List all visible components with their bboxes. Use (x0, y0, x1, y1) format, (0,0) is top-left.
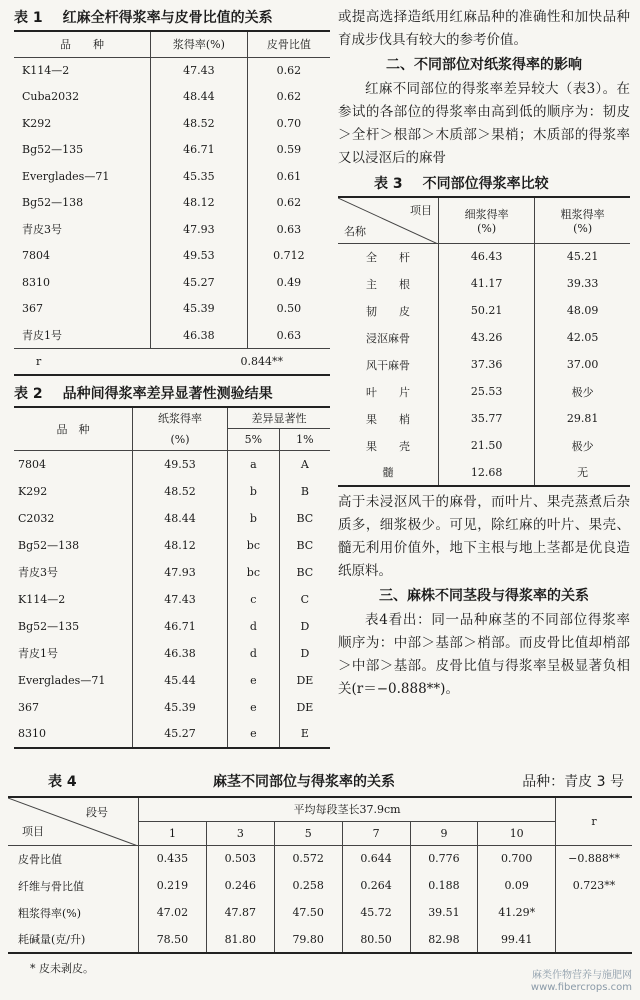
table4-value: 0.644 (342, 845, 410, 872)
table2-row (14, 721, 330, 748)
table4-row (8, 872, 632, 899)
table1-ratio: 0.50 (247, 296, 330, 323)
table4-value: 0.572 (274, 845, 342, 872)
table3-row (338, 351, 630, 378)
table1-variety: 367 (22, 302, 43, 316)
table1-variety: 8310 (22, 275, 50, 289)
table2-variety: 8310 (18, 727, 46, 740)
table3-diag-bottom: 名称 (344, 224, 366, 238)
table2-header-5: 5% (228, 429, 280, 451)
table1-number: 表 1 (14, 10, 43, 26)
table3-part: 全 杆 (366, 250, 410, 264)
table4-row (8, 926, 632, 953)
table2-row (14, 586, 330, 613)
table2-caption (14, 382, 330, 406)
table3-fine: 35.77 (439, 405, 535, 432)
table4-value: 0.776 (410, 845, 478, 872)
table1-row (14, 110, 330, 137)
table3-part: 主 根 (366, 277, 410, 291)
table1-yield: 46.38 (151, 322, 248, 349)
table3 (338, 196, 630, 487)
table3-diag-header (338, 197, 439, 243)
table3-fine: 46.43 (439, 243, 535, 270)
table3-row (338, 270, 630, 297)
table4-value: 0.435 (139, 845, 207, 872)
table4-value: 0.246 (206, 872, 274, 899)
table2-sig5: bc (228, 532, 280, 559)
table4-value: 82.98 (410, 926, 478, 953)
table3-coarse: 29.81 (535, 405, 630, 432)
table3-coarse: 48.09 (535, 297, 630, 324)
table3-coarse: 极少 (535, 378, 630, 405)
table2-variety: C2032 (18, 511, 55, 525)
table1-variety: 青皮3号 (22, 223, 62, 237)
table1-row (14, 216, 330, 243)
table4-value: 45.72 (342, 899, 410, 926)
table4-value: 41.29* (478, 899, 556, 926)
table2-sig1: DE (279, 667, 330, 694)
table4-r (556, 926, 633, 953)
table3-fine: 37.36 (439, 351, 535, 378)
table3-header-coarse-1: 粗浆得率 (560, 207, 605, 221)
table2-variety: Bg52—135 (18, 619, 80, 633)
table2-yield: 47.43 (133, 586, 228, 613)
right-column (338, 6, 630, 701)
table3-fine: 21.50 (439, 432, 535, 459)
table2-sig1: BC (279, 559, 330, 586)
table4-title: 麻茎不同部位与得浆率的关系 (213, 774, 395, 790)
table3-fine: 50.21 (439, 297, 535, 324)
table3-part: 风干麻骨 (366, 358, 410, 372)
table3-number: 表 3 (374, 176, 403, 192)
table4-span-header: 平均每段茎长37.9cm (139, 797, 556, 821)
table2-variety: 367 (18, 700, 39, 714)
table4-segment-header: 10 (478, 821, 556, 845)
table4-item: 纤维与骨比值 (18, 879, 84, 893)
table2-sig1: DE (279, 694, 330, 721)
table2-yield: 48.12 (133, 532, 228, 559)
table4-r (556, 899, 633, 926)
table1-row (14, 269, 330, 296)
table3-row (338, 405, 630, 432)
table4-row (8, 899, 632, 926)
table3-part: 果 壳 (366, 439, 410, 453)
table2-sig5: e (228, 721, 280, 748)
table1-yield: 45.27 (151, 269, 248, 296)
table2-header-1: 1% (279, 429, 330, 451)
table3-row (338, 459, 630, 486)
table4-r-header: r (556, 797, 633, 845)
table4-diag-header (8, 797, 139, 845)
table2-header-yield-1: 纸浆得率 (133, 407, 228, 429)
table4 (8, 796, 632, 954)
table2-title: 品种间得浆率差异显著性测验结果 (62, 385, 273, 402)
right-top-paragraph: 或提高选择造纸用红麻品种的准确性和加快品种育成步伐具有较大的参考价值。 (338, 9, 630, 48)
table1-yield: 48.12 (151, 190, 248, 217)
watermark (531, 970, 632, 994)
table3-header-fine-1: 细浆得率 (464, 207, 509, 221)
section2-paragraph-continued: 高于未浸沤风干的麻骨，而叶片、果壳蒸煮后杂质多，细浆极少。可见，除红麻的叶片、果壳、髓无利用价值外，地下主根与地上茎都是优良造纸原料。 (338, 494, 630, 579)
table3-part: 髓 (382, 466, 394, 479)
table1-yield: 46.71 (151, 137, 248, 164)
table2-variety: K292 (18, 484, 48, 498)
table2-yield: 48.52 (133, 478, 228, 505)
table4-variety: 品种：青皮 3 号 (522, 774, 624, 790)
table2-yield: 46.71 (133, 613, 228, 640)
table1-ratio: 0.61 (247, 163, 330, 190)
table3-coarse: 极少 (535, 432, 630, 459)
table3-coarse: 37.00 (535, 351, 630, 378)
table2-header-sig: 差异显著性 (228, 407, 331, 429)
table1-ratio: 0.70 (247, 110, 330, 137)
table3-fine: 25.53 (439, 378, 535, 405)
table2-sig5: b (228, 505, 280, 532)
table2-variety: 青皮1号 (18, 647, 58, 660)
table3-header-coarse-2: (%) (573, 221, 593, 235)
watermark-line2: www.fibercrops.com (530, 982, 632, 993)
table2-row (14, 667, 330, 694)
table3-header-coarse (535, 197, 630, 243)
table3-coarse: 45.21 (535, 243, 630, 270)
table2-yield: 45.27 (133, 721, 228, 748)
table1-r-label: r (36, 354, 42, 368)
table4-value: 78.50 (139, 926, 207, 953)
table4-segment-header: 9 (410, 821, 478, 845)
table3-header-fine (439, 197, 535, 243)
table2-sig1: B (279, 478, 330, 505)
table4-diag-bottom: 项目 (22, 824, 44, 838)
table2-sig5: e (228, 694, 280, 721)
section2-title: 二、不同部位对纸浆得率的影响 (386, 57, 582, 73)
table1-row (14, 296, 330, 323)
table2-row (14, 505, 330, 532)
table2-row (14, 613, 330, 640)
table4-value: 39.51 (410, 899, 478, 926)
table2-yield: 48.44 (133, 505, 228, 532)
table3-row (338, 243, 630, 270)
table4-value: 80.50 (342, 926, 410, 953)
table1-row (14, 243, 330, 270)
table1-ratio: 0.63 (247, 322, 330, 349)
table1-yield: 45.35 (151, 163, 248, 190)
table3-caption (338, 172, 630, 196)
table1-ratio: 0.59 (247, 137, 330, 164)
table2-yield: 45.44 (133, 667, 228, 694)
table4-number: 表 4 (48, 774, 77, 790)
table4-segment-header: 5 (274, 821, 342, 845)
table4-item: 粗浆得率(%) (18, 906, 82, 920)
table2-row (14, 478, 330, 505)
table4-value: 99.41 (478, 926, 556, 953)
table2-variety: K114—2 (18, 592, 66, 606)
table1-ratio: 0.63 (247, 216, 330, 243)
table3-row (338, 324, 630, 351)
table1-variety: Bg52—138 (22, 196, 84, 210)
table1-header-variety: 品 种 (60, 38, 104, 52)
table3-title: 不同部位得浆率比较 (422, 176, 549, 192)
table4-value: 47.02 (139, 899, 207, 926)
table1-yield: 48.44 (151, 84, 248, 111)
table2-variety: 7804 (18, 457, 46, 471)
table1-caption (14, 6, 330, 30)
table1-ratio: 0.712 (247, 243, 330, 270)
table2-row (14, 451, 330, 478)
table3-part: 果 梢 (366, 412, 410, 426)
table1-row (14, 322, 330, 349)
table2-sig1: A (279, 451, 330, 478)
table1 (14, 30, 330, 376)
table2-sig5: c (228, 586, 280, 613)
table2-row (14, 694, 330, 721)
table3-row (338, 297, 630, 324)
table1-header-yield: 浆得率(%) (151, 31, 248, 57)
table1-variety: Cuba2032 (22, 90, 80, 104)
table4-row (8, 845, 632, 872)
watermark-line1: 麻类作物营养与施肥网 (532, 970, 632, 981)
table2-sig5: a (228, 451, 280, 478)
table1-yield: 45.39 (151, 296, 248, 323)
table4-value: 0.700 (478, 845, 556, 872)
table1-row (14, 84, 330, 111)
footnote: * 皮未剥皮。 (30, 962, 94, 975)
table2-sig1: C (279, 586, 330, 613)
table4-r: 0.723** (556, 872, 633, 899)
table4-value: 79.80 (274, 926, 342, 953)
section3-paragraph: 表4看出：同一品种麻茎的不同部位得浆率顺序为：中部＞基部＞梢部。而皮骨比值却梢部＞中部＞基部。皮骨比值与得浆率呈极显著负相关(r＝−0.888**)。 (338, 612, 630, 697)
table2-sig1: BC (279, 505, 330, 532)
table3-part: 叶 片 (366, 385, 410, 399)
table1-variety: 青皮1号 (22, 329, 62, 342)
table4-value: 47.50 (274, 899, 342, 926)
table4-value: 47.87 (206, 899, 274, 926)
table3-header-fine-2: (%) (477, 221, 497, 235)
table2-sig1: BC (279, 532, 330, 559)
table2-sig5: e (228, 667, 280, 694)
table3-coarse: 无 (535, 459, 630, 486)
table2-yield: 46.38 (133, 640, 228, 667)
table2-sig5: bc (228, 559, 280, 586)
table1-row (14, 57, 330, 84)
table3-part: 韧 皮 (366, 304, 410, 318)
table2-sig1: D (279, 613, 330, 640)
table4-segment-header: 1 (139, 821, 207, 845)
table3-diag-top: 项目 (410, 204, 432, 217)
table3-coarse: 39.33 (535, 270, 630, 297)
table1-r-value: 0.844** (240, 354, 283, 368)
table1-ratio: 0.62 (247, 190, 330, 217)
table2 (14, 406, 330, 749)
table1-variety: K114—2 (22, 64, 70, 77)
table4-value: 0.264 (342, 872, 410, 899)
table4-r: −0.888** (556, 845, 633, 872)
table1-variety: K292 (22, 116, 52, 130)
table4-item: 耗碱量(克/升) (18, 933, 86, 946)
section2-paragraph: 红麻不同部位的得浆率差异较大（表3）。在参试的各部位的得浆率由高到低的顺序为：韧皮＞全杆＞根部＞木质部＞果梢；木质部的得浆率又以浸沤后的麻骨 (338, 81, 630, 166)
table3-fine: 12.68 (439, 459, 535, 486)
table2-row (14, 640, 330, 667)
table4-block (8, 768, 632, 954)
table1-header-ratio: 皮骨比值 (247, 31, 330, 57)
table1-yield: 49.53 (151, 243, 248, 270)
table1-variety: Bg52—135 (22, 143, 84, 157)
table2-variety: 青皮3号 (18, 566, 58, 579)
table3-row (338, 432, 630, 459)
table2-row (14, 532, 330, 559)
table2-yield: 45.39 (133, 694, 228, 721)
table1-yield: 48.52 (151, 110, 248, 137)
table2-sig1: E (279, 721, 330, 748)
table2-header-yield-2: (%) (133, 429, 228, 451)
table1-row (14, 163, 330, 190)
table2-yield: 47.93 (133, 559, 228, 586)
table1-ratio: 0.62 (247, 84, 330, 111)
table4-diag-top: 段号 (86, 806, 108, 819)
table4-caption (8, 768, 632, 796)
table4-value: 0.503 (206, 845, 274, 872)
table1-yield: 47.43 (151, 57, 248, 84)
table4-value: 81.80 (206, 926, 274, 953)
table2-sig5: d (228, 640, 280, 667)
table2-variety: Everglades—71 (18, 673, 106, 687)
table2-header-variety: 品 种 (14, 407, 133, 451)
table2-sig1: D (279, 640, 330, 667)
left-column (14, 6, 330, 749)
table2-sig5: b (228, 478, 280, 505)
table2-yield: 49.53 (133, 451, 228, 478)
table1-variety: Everglades—71 (22, 169, 110, 183)
table1-row (14, 137, 330, 164)
table4-value: 0.258 (274, 872, 342, 899)
table4-segment-header: 7 (342, 821, 410, 845)
table3-row (338, 378, 630, 405)
table3-coarse: 42.05 (535, 324, 630, 351)
table1-ratio: 0.62 (247, 57, 330, 84)
table1-row (14, 190, 330, 217)
table1-title: 红麻全杆得浆率与皮骨比值的关系 (62, 10, 273, 26)
table1-variety: 7804 (22, 249, 50, 263)
table2-variety: Bg52—138 (18, 538, 80, 552)
table2-row (14, 559, 330, 586)
table4-segment-header: 3 (206, 821, 274, 845)
table4-item: 皮骨比值 (18, 852, 62, 866)
table3-part: 浸沤麻骨 (366, 331, 410, 345)
table3-fine: 43.26 (439, 324, 535, 351)
table1-ratio: 0.49 (247, 269, 330, 296)
table2-sig5: d (228, 613, 280, 640)
table3-fine: 41.17 (439, 270, 535, 297)
table4-value: 0.188 (410, 872, 478, 899)
table4-value: 0.09 (478, 872, 556, 899)
table2-number: 表 2 (14, 385, 43, 402)
table4-value: 0.219 (139, 872, 207, 899)
section3-title: 三、麻株不同茎段与得浆率的关系 (379, 588, 589, 604)
table1-yield: 47.93 (151, 216, 248, 243)
